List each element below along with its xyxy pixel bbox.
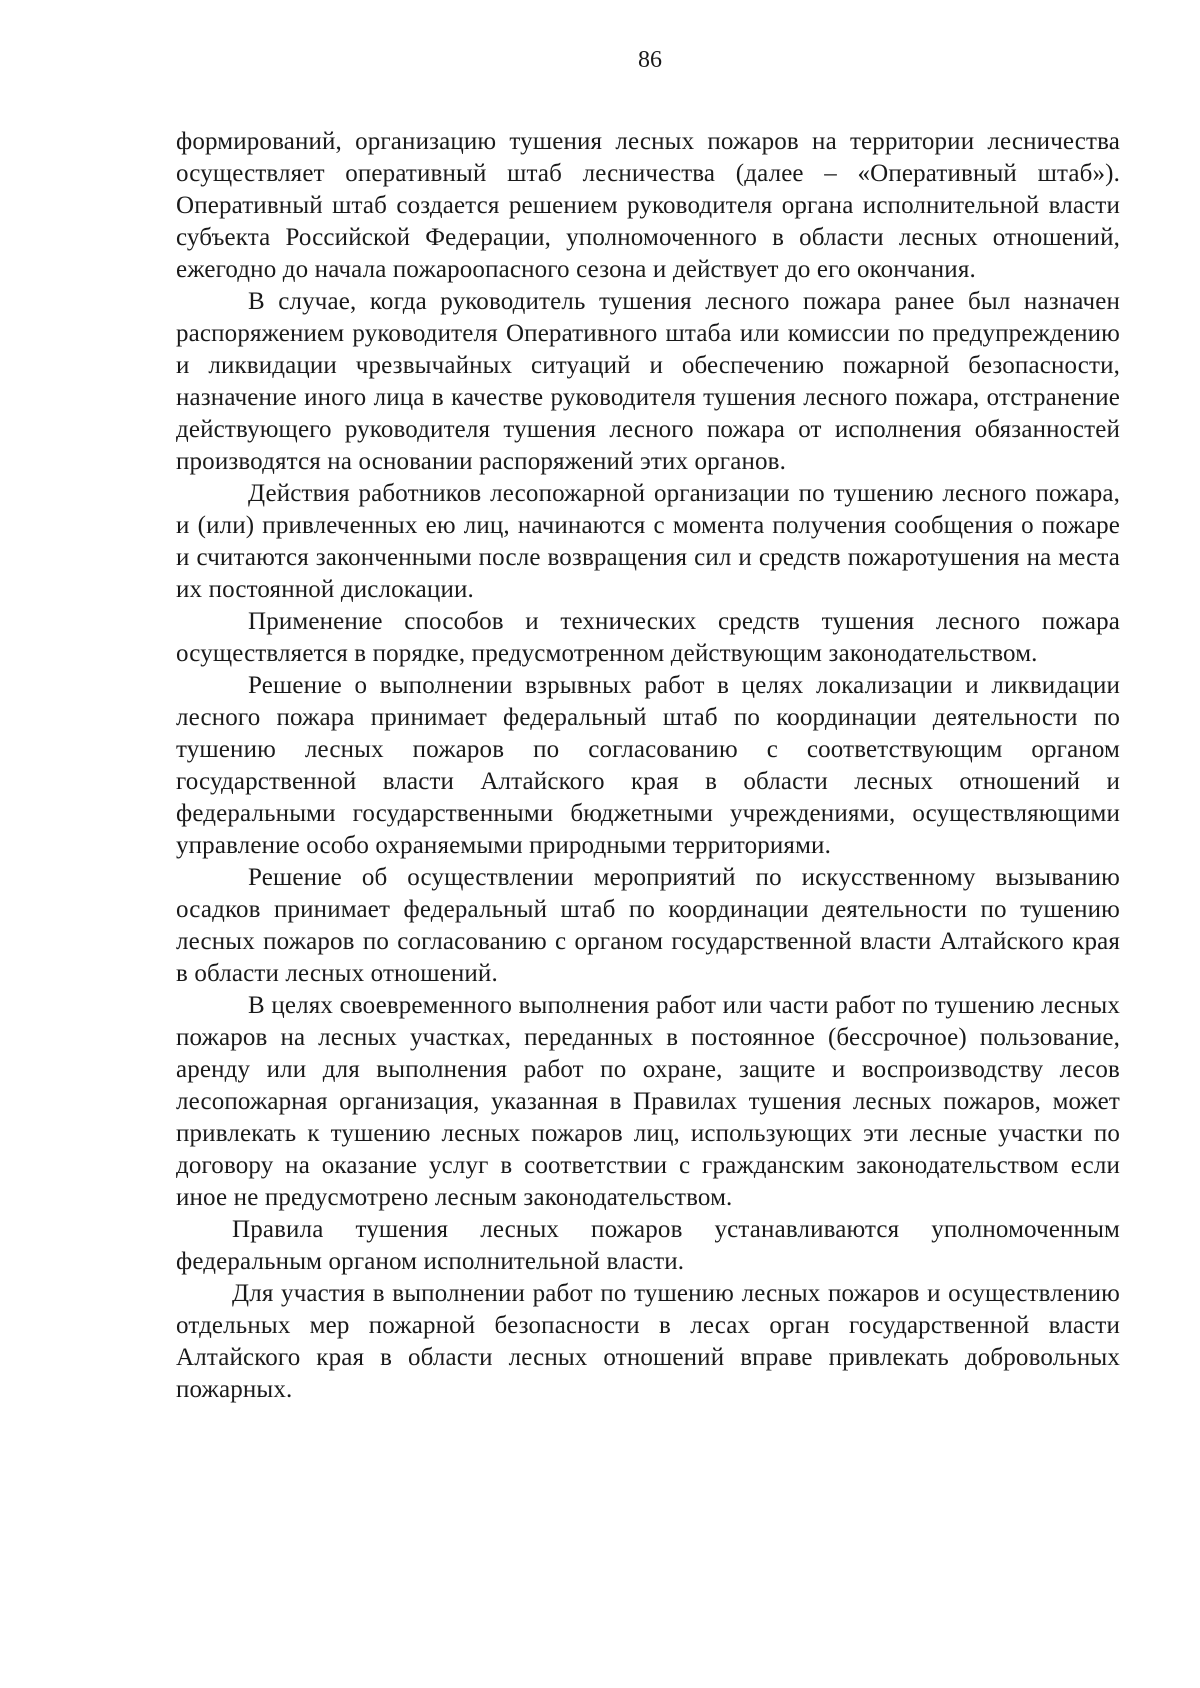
paragraph-9: Для участия в выполнении работ по тушению лесных пожаров и осуществлению отдельных мер пожарной безопасности в лесах орган государственной власти Алтайского края в области лесных отношений вправе привлекать добровольных пожарных.: [176, 1280, 1120, 1403]
paragraph-6: Решение об осуществлении мероприятий по искусственному вызыванию осадков принимает федеральный штаб по координации деятельности по тушению лесных пожаров по согласованию с органом государственной власти Алтайского края в области лесных отношений.: [176, 864, 1120, 987]
paragraph-2: В случае, когда руководитель тушения лесного пожара ранее был назначен распоряжением руководителя Оперативного штаба или комиссии по предупреждению и ликвидации чрезвычайных ситуаций и обеспечению пожарной безопасности, назначение иного лица в качестве руководителя тушения лесного пожара, отстранение действующего руководителя тушения лесного пожара от исполнения обязанностей производятся на основании распоряжений этих органов.: [176, 288, 1120, 475]
paragraph-8: Правила тушения лесных пожаров устанавливаются уполномоченным федеральным органом исполнительной власти.: [176, 1216, 1120, 1275]
paragraph-4: Применение способов и технических средств тушения лесного пожара осуществляется в порядке, предусмотренном действующим законодательством.: [176, 608, 1120, 667]
page-number: 86: [638, 47, 662, 73]
paragraph-3: Действия работников лесопожарной организации по тушению лесного пожара, и (или) привлеченных ею лиц, начинаются с момента получения сообщения о пожаре и считаются законченными после возвращения сил и средств пожаротушения на места их постоянной дислокации.: [176, 480, 1120, 603]
paragraph-7: В целях своевременного выполнения работ или части работ по тушению лесных пожаров на лесных участках, переданных в постоянное (бессрочное) пользование, аренду или для выполнения работ по охране, защите и воспроизводству лесов лесопожарная организация, указанная в Правилах тушения лесных пожаров, может привлекать к тушению лесных пожаров лиц, использующих эти лесные участки по договору на оказание услуг в соответствии с гражданским законодательством если иное не предусмотрено лесным законодательством.: [176, 992, 1120, 1211]
paragraph-5: Решение о выполнении взрывных работ в целях локализации и ликвидации лесного пожара принимает федеральный штаб по координации деятельности по тушению лесных пожаров по согласованию с соответствующим органом государственной власти Алтайского края в области лесных отношений и федеральными государственными бюджетными учреждениями, осуществляющими управление особо охраняемыми природными территориями.: [176, 672, 1120, 859]
paragraph-1: формирований, организацию тушения лесных пожаров на территории лесничества осуществляет оперативный штаб лесничества (далее – «Оперативный штаб»). Оперативный штаб создается решением руководителя органа исполнительной власти субъекта Российской Федерации, уполномоченного в области лесных отношений, ежегодно до начала пожароопасного сезона и действует до его окончания.: [176, 128, 1120, 283]
document-body: [176, 126, 1120, 1406]
